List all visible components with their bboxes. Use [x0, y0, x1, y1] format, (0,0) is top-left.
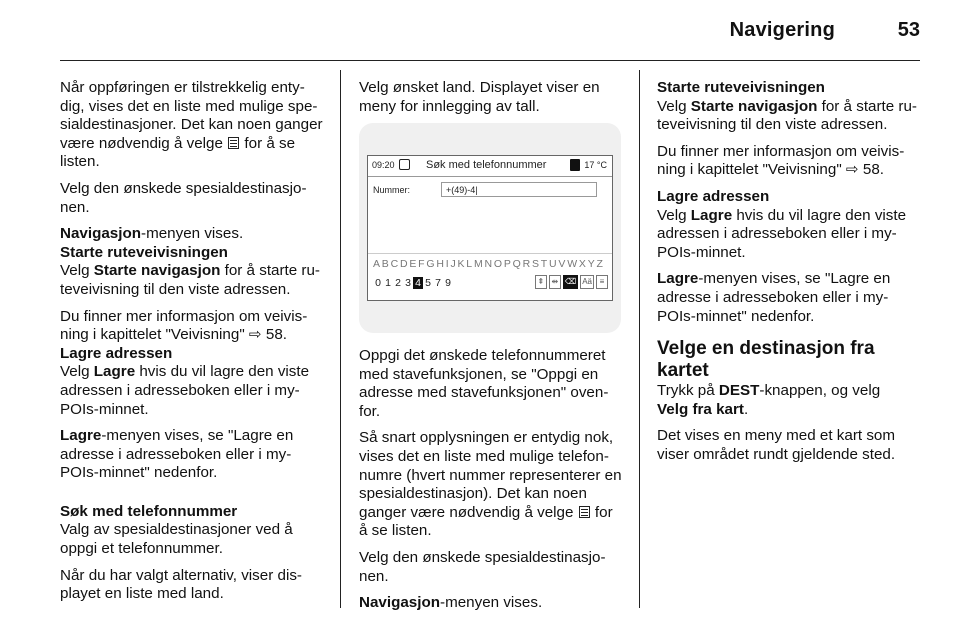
- paragraph-text: Velg: [657, 206, 691, 224]
- menu-name: Navigasjon: [60, 225, 142, 243]
- paragraph-text: -menyen vises.: [141, 225, 244, 243]
- paragraph-text: for å starte ru-teveivisning til den viste adressen.: [657, 97, 917, 134]
- paragraph: Du finner mer informasjon om veivis-ning i kapittelet "Veivisning" ⇨ 58.: [657, 142, 905, 179]
- paragraph: Valg av spesialdestinasjoner ved å oppgi et telefonnummer.: [60, 521, 293, 558]
- paragraph: Velg den ønskede spesialdestinasjo-nen.: [359, 548, 606, 585]
- subheading: Søk med telefonnummer: [60, 502, 238, 520]
- paragraph-text: -menyen vises, se "Lagre en adresse i adresseboken eller i my-POIs-minnet" nedenfor.: [657, 270, 891, 325]
- paragraph: [60, 427, 328, 483]
- header-divider: [60, 60, 920, 61]
- column-1: [60, 79, 328, 612]
- subheading: Starte ruteveivisningen: [657, 79, 825, 96]
- digit-key[interactable]: 2: [395, 277, 401, 289]
- column-divider: [639, 70, 640, 608]
- menu-item-name: Lagre: [690, 206, 733, 224]
- subheading: Lagre adressen: [60, 344, 173, 362]
- list-icon: [228, 137, 239, 149]
- button-name: DEST: [718, 382, 760, 400]
- paragraph: [359, 429, 625, 541]
- digit-key[interactable]: 9: [445, 277, 451, 289]
- paragraph-text: -menyen vises, se "Lagre en adresse i adresseboken eller i my-POIs-minnet" nedenfor.: [60, 427, 294, 482]
- display-screen: [367, 155, 613, 301]
- paragraph-text: Når oppføringen er tilstrekkelig enty-dig, vises det en liste med mulige spe-sialdestinasjoner. Det kan noen ganger være nødvendig å velge: [60, 79, 323, 152]
- paragraph: Velg ønsket land. Displayet viser en meny for innlegging av tall.: [359, 79, 600, 115]
- paragraph-text: -menyen vises.: [440, 594, 543, 612]
- phone-icon: [570, 159, 580, 171]
- paragraph-text: Trykk på: [657, 382, 719, 400]
- page-number: 53: [897, 19, 920, 41]
- number-label: Nummer:: [373, 185, 411, 195]
- paragraph-text: .: [743, 400, 749, 418]
- page-header-title: Navigering: [729, 19, 835, 41]
- paragraph: [657, 207, 921, 263]
- temperature: 17 °C: [584, 160, 607, 170]
- digit-key[interactable]: 1: [385, 277, 391, 289]
- clock: 09:20: [372, 160, 395, 170]
- display-title-bar: [368, 156, 612, 177]
- paragraph: [657, 98, 921, 135]
- paragraph: Det vises en meny med et kart som viser området rundt gjeldende sted.: [657, 427, 896, 463]
- paragraph: [60, 79, 328, 172]
- paragraph-text: for å starte ru-teveivisning til den viste adressen.: [60, 262, 320, 298]
- paragraph-text: Velg: [60, 363, 94, 381]
- navigation-icon: [399, 159, 410, 170]
- paragraph-text: for å se listen.: [60, 134, 296, 171]
- paragraph-text: Velg: [657, 97, 691, 115]
- display-title: Søk med telefonnummer: [426, 159, 547, 171]
- section-heading: Velge en destinasjon fra kartet: [657, 338, 875, 382]
- paragraph: [60, 262, 328, 299]
- menu-item-name: Velg fra kart: [657, 400, 744, 418]
- column-2-continued: [359, 347, 625, 621]
- divider: [368, 253, 612, 254]
- list-icon: [579, 506, 590, 518]
- paragraph-text: for å se listen.: [359, 503, 613, 540]
- letter-keyboard[interactable]: ABCDEFGHIJKLMNOPQRSTUVWXYZ: [373, 258, 605, 270]
- menu-item-name: Lagre: [93, 363, 136, 381]
- list-icon[interactable]: ≡: [596, 275, 608, 289]
- digit-key-selected[interactable]: 4: [413, 277, 423, 289]
- paragraph-text: hvis du vil lagre den viste adressen i adresseboken eller i my-POIs-minnet.: [657, 206, 907, 261]
- paragraph-text: hvis du vil lagre den viste adressen i adresseboken eller i my-POIs-minnet.: [60, 363, 310, 418]
- display-screenshot: [359, 123, 621, 333]
- number-input[interactable]: +(49)-4|: [441, 182, 597, 197]
- paragraph: Når du har valgt alternativ, viser dis-playet en liste med land.: [60, 566, 302, 603]
- column-2: [359, 79, 625, 124]
- digit-key[interactable]: 7: [435, 277, 441, 289]
- shift-icon[interactable]: ⇞: [535, 275, 547, 289]
- menu-name: Lagre: [657, 270, 699, 288]
- paragraph: [657, 270, 921, 326]
- column-divider: [340, 70, 341, 608]
- paragraph: [60, 225, 328, 244]
- paragraph: Du finner mer informasjon om veivis-ning i kapittelet "Veivisning" ⇨ 58.: [60, 307, 308, 344]
- column-3: [657, 79, 921, 473]
- paragraph: [359, 594, 625, 613]
- cursor-icon[interactable]: ⇹: [549, 275, 561, 289]
- menu-name: Navigasjon: [359, 594, 441, 612]
- subheading: Lagre adressen: [657, 187, 770, 205]
- paragraph-text: Velg: [60, 262, 94, 280]
- subheading: Starte ruteveivisningen: [60, 243, 228, 261]
- digit-key[interactable]: 0: [375, 277, 381, 289]
- menu-item-name: Starte navigasjon: [690, 97, 818, 115]
- paragraph: [657, 382, 921, 419]
- paragraph: Velg den ønskede spesialdestinasjo-nen.: [60, 179, 307, 216]
- paragraph-text: Så snart opplysningen er entydig nok, vises det en liste med mulige telefon-numre (hvert nummer representerer en spesialdestinasjon). Det kan noen ganger være nødvendig å velge: [359, 429, 622, 521]
- menu-name: Lagre: [60, 427, 102, 445]
- digit-keyboard[interactable]: [373, 277, 453, 289]
- paragraph-text: -knappen, og velg: [759, 382, 881, 400]
- menu-item-name: Starte navigasjon: [93, 262, 221, 280]
- paragraph: Oppgi det ønskede telefonnummeret med stavefunksjonen, se "Oppgi en adresse med stavefunksjonen" oven-for.: [359, 347, 609, 420]
- keyboard-controls: [535, 275, 608, 289]
- case-icon[interactable]: Aä: [580, 275, 594, 289]
- digit-key[interactable]: 5: [425, 277, 431, 289]
- delete-icon[interactable]: ⌫: [563, 275, 578, 289]
- digit-key[interactable]: 3: [405, 277, 411, 289]
- paragraph: [60, 363, 328, 419]
